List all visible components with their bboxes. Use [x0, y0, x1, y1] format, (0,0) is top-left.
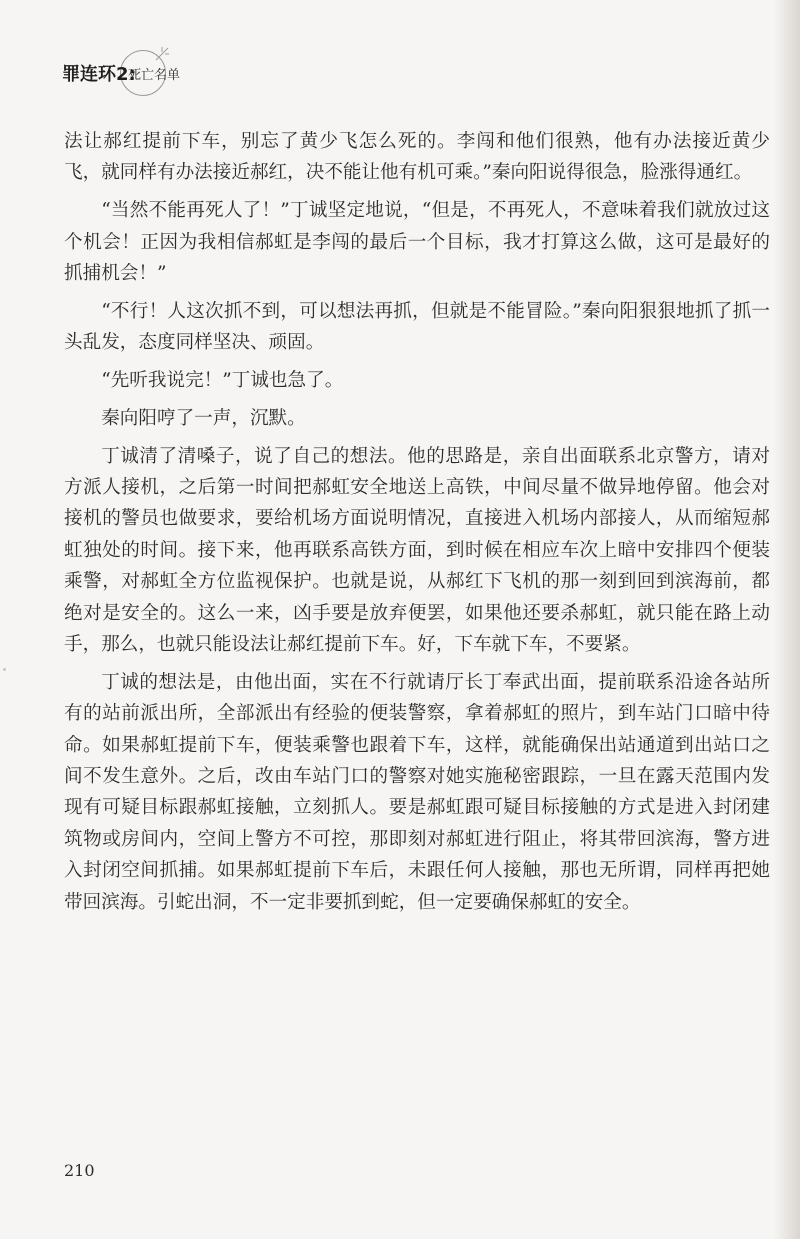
paragraph: “不行！人这次抓不到，可以想法再抓，但就是不能冒险。”秦向阳狠狠地抓了抓一头乱发，态度同样坚决、顽固。 — [64, 300, 770, 354]
margin-speck — [3, 668, 6, 671]
paragraph: 丁诚的想法是，由他出面，实在不行就请厅长丁奉武出面，提前联系沿途各站所有的站前派出所，全部派出有经验的便装警察，拿着郝虹的照片，到车站门口暗中待命。如果郝虹提前下车，便装乘警也跟着下车，这样，就能确保出站通道到出站口之间不发生意外。之后，改由车站门口的警察对她实施秘密跟踪，一旦在露天范围内发现有可疑目标跟郝虹接触，立刻抓人。要是郝虹跟可疑目标接触的方式是进入封闭建筑物或房间内，空间上警方不可控，那即刻对郝虹进行阻止，将其带回滨海，警方进入封闭空间抓捕。如果郝虹提前下车后，未跟任何人接触，那也无所谓，同样再把她带回滨海。引蛇出洞，不一定非要抓到蛇，但一定要确保郝虹的安全。 — [64, 671, 770, 913]
paragraph: 丁诚清了清嗓子，说了自己的想法。他的思路是，亲自出面联系北京警方，请对方派人接机，之后第一时间把郝虹安全地送上高铁，中间尽量不做异地停留。他会对接机的警员也做要求，要给机场方面说明情况，直接进入机场内部接人，从而缩短郝虹独处的时间。接下来，他再联系高铁方面，到时候在相应车次上暗中安排四个便装乘警，对郝虹全方位监视保护。也就是说，从郝红下飞机的那一刻到回到滨海前，都绝对是安全的。这么一来，凶手要是放弃便罢，如果他还要杀郝虹，就只能在路上动手，那么，也就只能设法让郝红提前下车。好，下车就下车，不要紧。 — [64, 445, 770, 656]
series-title: 罪连环2: — [62, 64, 136, 85]
paragraph: “当然不能再死人了！”丁诚坚定地说，“但是，不再死人，不意味着我们就放过这个机会！正因为我相信郝虹是李闯的最后一个目标，我才打算这么做，这可是最好的抓捕机会！” — [64, 200, 770, 285]
body-text — [64, 126, 770, 924]
running-header — [62, 46, 202, 102]
paragraph-continued: 法让郝红提前下车，别忘了黄少飞怎么死的。李闯和他们很熟，他有办法接近黄少飞，就同样有办法接近郝红，决不能让他有机可乘。”秦向阳说得很急，脸涨得通红。 — [64, 131, 770, 184]
paragraph: “先听我说完！”丁诚也急了。 — [101, 370, 344, 392]
page-number: 210 — [64, 1161, 95, 1180]
book-subtitle: 死亡名单 — [128, 68, 181, 83]
paragraph: 秦向阳哼了一声，沉默。 — [101, 407, 306, 429]
page-gutter-shadow — [774, 0, 800, 1239]
sparkle-icon — [154, 46, 170, 62]
